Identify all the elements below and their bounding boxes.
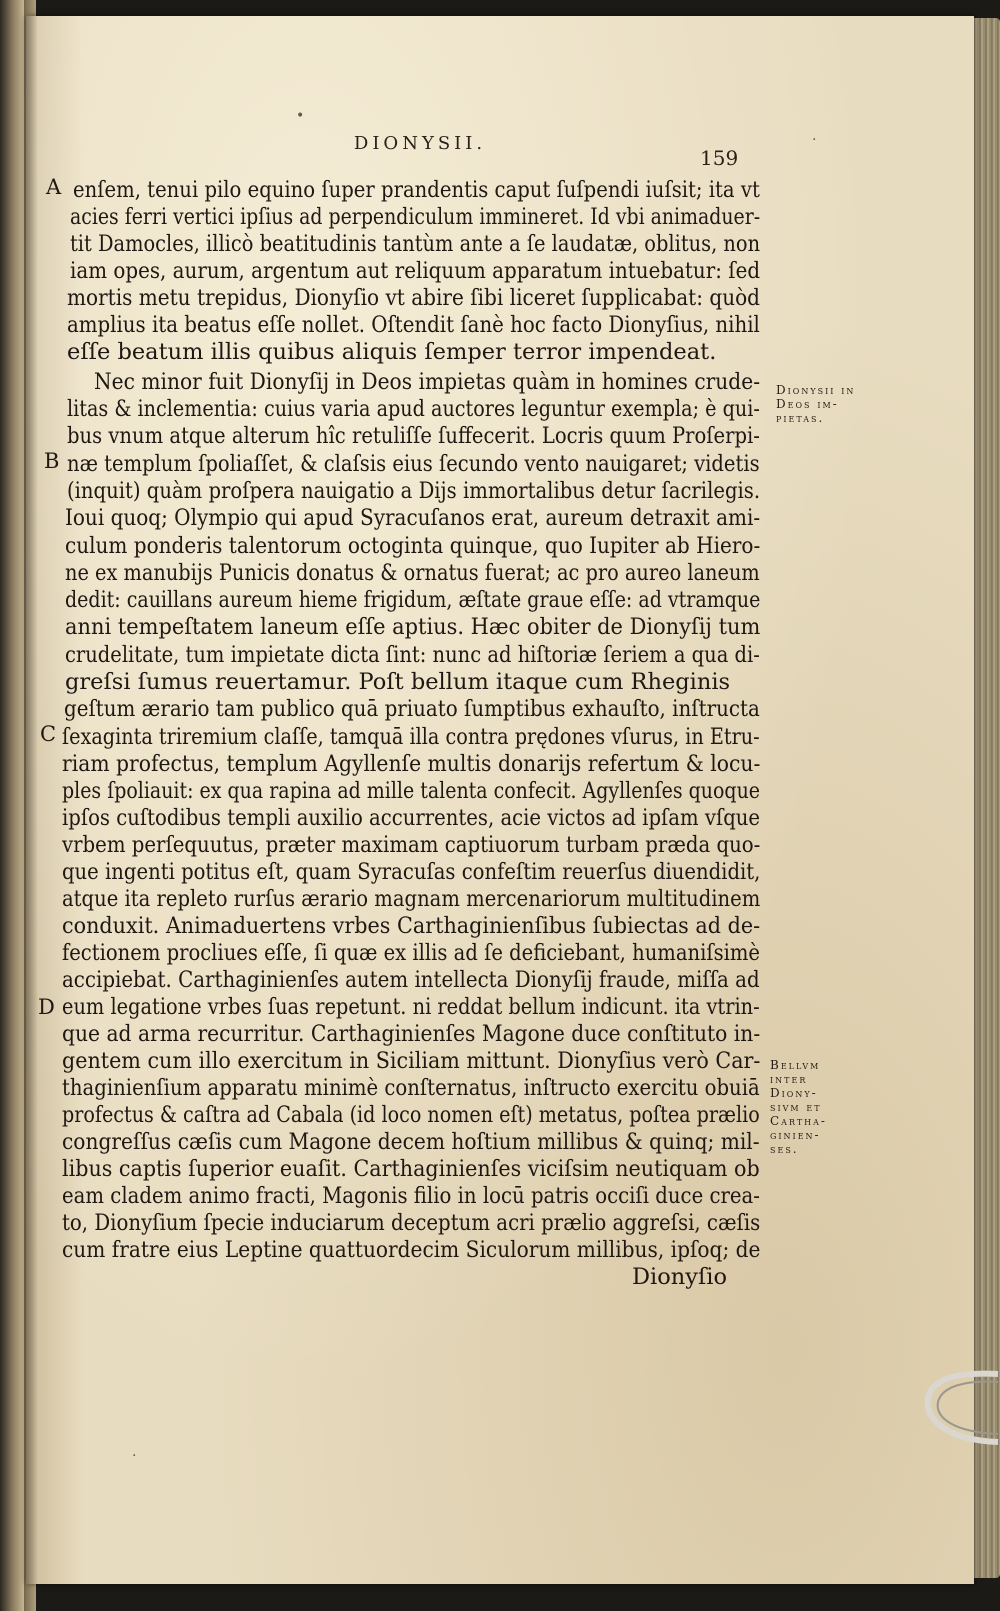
text-line: iam opes, aurum, argentum aut reliquum apparatum intuebatur: ſed: [70, 258, 761, 284]
text-line: ples ſpoliauit: ex qua rapina ad mille talenta confecit. Agyllenſes quoque: [62, 778, 761, 804]
marginal-note-line: ſivm et: [770, 1100, 822, 1114]
marginal-note-line: Bellvm: [770, 1058, 821, 1072]
text-line: to, Dionyſium ſpecie induciarum deceptum acri prælio aggreſsi, cæſis: [62, 1210, 761, 1236]
marginal-note-line: inter: [770, 1072, 808, 1086]
marginal-note-line: ſes.: [770, 1142, 799, 1156]
text-line: que ingenti potitus eſt, quam Syracuſas confeſtim reuerſus diuendidit,: [62, 859, 761, 885]
marginal-note-line: Deos im-: [776, 397, 839, 411]
catchword: Dionyſio: [632, 1264, 728, 1290]
text-line: conduxit. Animaduertens vrbes Carthaginienſibus ſubiectas ad de-: [62, 913, 761, 939]
text-line: litas & inclementia: cuius varia apud auctores leguntur exempla; è qui-: [67, 396, 760, 422]
section-letter-c: C: [40, 722, 57, 746]
ink-speck: ·: [132, 1448, 137, 1464]
text-line: geſtum ærario tam publico quā priuato ſumptibus exhauſto, inſtructa: [64, 696, 760, 722]
section-letter-b: B: [44, 449, 60, 473]
section-letter-d: D: [38, 995, 55, 1019]
text-line: cum fratre eius Leptine quattuordecim Siculorum millibus, ipſoq; de: [62, 1237, 761, 1263]
marginal-note-war: [770, 1058, 827, 1156]
text-line: congreſſus cæſis cum Magone decem hoſtium millibus & quinq; mil-: [62, 1129, 760, 1155]
text-line: Nec minor fuit Dionyſij in Deos impietas quàm in homines crude-: [94, 369, 761, 395]
ink-speck: ·: [812, 132, 817, 148]
page-number: 159: [700, 146, 739, 170]
text-line: ipſos cuſtodibus templi auxilio accurrentes, acie victos ad ipſam vſque: [62, 805, 761, 831]
text-line: accipiebat. Carthaginienſes autem intellecta Dionyſij fraude, miſſa ad: [62, 967, 760, 993]
text-line: Ioui quoq; Olympio qui apud Syracuſanos erat, aureum detraxit ami-: [65, 505, 761, 531]
text-line: amplius ita beatus eſſe nollet. Oſtendit ſanè hoc facto Dionyſius, nihil: [67, 312, 760, 338]
marginal-note-line: Dionyſii in: [776, 383, 856, 397]
text-line: (inquit) quàm proſpera nauigatio a Dijs immortalibus detur ſacrilegis.: [67, 478, 761, 504]
binder-clip-icon: [918, 1368, 1000, 1448]
text-line: eſſe beatum illis quibus aliquis ſemper terror impendeat.: [67, 339, 717, 365]
text-line: libus captis ſuperior euaſit. Carthaginienſes viciſsim neutiquam ob: [62, 1156, 760, 1182]
marginal-note-line: pietas.: [776, 411, 825, 425]
text-line: enſem, tenui pilo equino ſuper prandentis caput ſuſpendi iuſsit; ita vt: [73, 177, 760, 203]
text-line: næ templum ſpoliaſſet, & claſsis eius ſecundo vento nauigaret; videtis: [67, 451, 760, 477]
text-line: gentem cum illo exercitum in Siciliam mittunt. Dionyſius verò Car-: [62, 1048, 761, 1074]
text-line: crudelitate, tum impietate dicta ſint: nunc ad hiſtoriæ ſeriem a qua di-: [65, 642, 760, 668]
text-line: dedit: cauillans aureum hieme frigidum, æſtate graue eſſe: ad vtramque: [65, 587, 761, 613]
text-line: que ad arma recurritur. Carthaginienſes Magone duce conſtituto in-: [62, 1021, 761, 1047]
text-line: acies ferri vertici ipſius ad perpendiculum immineret. Id vbi animaduer-: [70, 204, 761, 230]
text-line: mortis metu trepidus, Dionyſio vt abire ſibi liceret ſupplicabat: quòd: [67, 285, 760, 311]
section-letter-a: A: [46, 175, 62, 199]
text-line: culum ponderis talentorum octoginta quinque, quo Iupiter ab Hiero-: [65, 533, 761, 559]
text-line: ſexaginta triremium claſſe, tamquā illa contra prędones vſurus, in Etru-: [62, 724, 760, 750]
text-line: tit Damocles, illicò beatitudinis tantùm ante a ſe laudatæ, oblitus, non: [70, 231, 761, 257]
text-line: vrbem perſequutus, præter maximam captiuorum turbam præda quo-: [62, 832, 761, 858]
text-line: bus vnum atque alterum hîc retuliſſe ſuffecerit. Locris quum Proſerpi-: [67, 423, 760, 449]
text-line: anni tempeſtatem laneum eſſe aptius. Hæc obiter de Dionyſij tum: [65, 614, 761, 640]
ink-speck: •: [296, 108, 305, 124]
text-line: ne ex manubijs Punicis donatus & ornatus fuerat; ac pro aureo laneum: [65, 560, 760, 586]
marginal-note-line: Diony-: [770, 1086, 818, 1100]
marginal-note-line: ginien-: [770, 1128, 821, 1142]
text-line: eum legatione vrbes ſuas repetunt. ni reddat bellum indicunt. ita vtrin-: [62, 994, 760, 1020]
text-line: eam cladem animo fracti, Magonis filio in locū patris occiſi duce crea-: [62, 1183, 760, 1209]
text-line: atque ita repleto rurſus ærario magnam mercenariorum multitudinem: [62, 886, 761, 912]
text-line: thaginienſium apparatu minimè conſternatus, inſtructo exercitu obuiā: [62, 1075, 760, 1101]
text-line: profectus & caſtra ad Cabala (id loco nomen eſt) metatus, poſtea prælio: [62, 1102, 760, 1128]
text-line: fectionem procliues eſſe, ſi quæ ex illis ad ſe deficiebant, humaniſsimè: [62, 940, 760, 966]
text-line: greſsi ſumus reuertamur. Poſt bellum itaque cum Rheginis: [65, 669, 731, 695]
running-head: DIONYSII.: [353, 133, 487, 154]
marginal-note-line: Cartha-: [770, 1114, 827, 1128]
text-line: riam profectus, templum Agyllenſe multis donarijs refertum & locu-: [62, 751, 761, 777]
marginal-note-impiety: [776, 383, 855, 425]
